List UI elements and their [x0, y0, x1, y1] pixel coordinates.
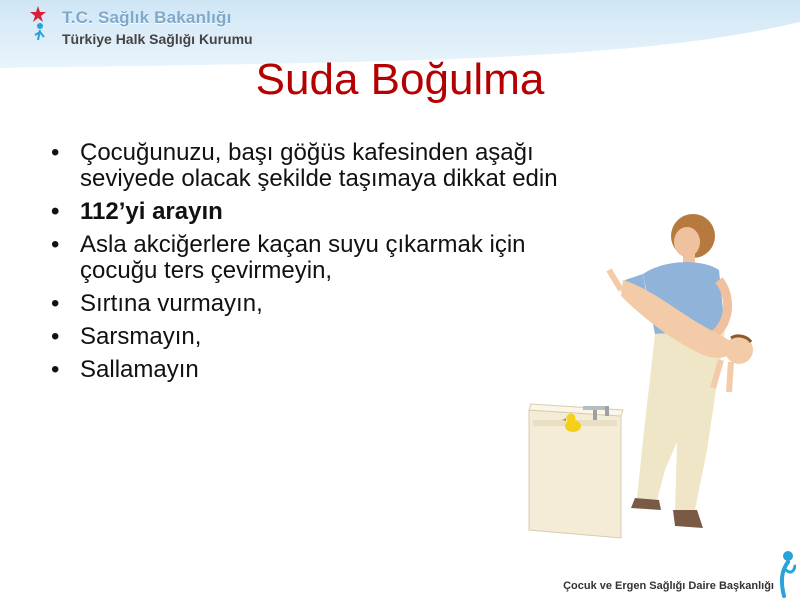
bullet-text: 112’yi arayın	[80, 198, 223, 225]
bullet-text: Sallamayın	[80, 356, 199, 383]
slide-title: Suda Boğulma	[255, 55, 545, 104]
footer-department: Çocuk ve Ergen Sağlığı Daire Başkanlığı	[563, 580, 774, 592]
bullet-item	[48, 291, 578, 317]
bullet-dot: •	[51, 231, 60, 258]
bullet-item	[48, 324, 578, 350]
bullet-dot: •	[51, 323, 60, 350]
child-figure-icon	[774, 548, 796, 598]
bullet-item	[48, 357, 578, 383]
bullet-text: Sırtına vurmayın,	[80, 290, 263, 317]
bullet-text: Sarsmayın,	[80, 323, 202, 350]
bullet-dot: •	[51, 290, 60, 317]
woman-carrying-child-illustration	[525, 210, 795, 545]
woman-figure	[621, 214, 728, 528]
bullet-item	[48, 199, 578, 225]
bullet-dot: •	[51, 198, 60, 225]
org-subtitle: Türkiye Halk Sağlığı Kurumu	[62, 31, 253, 47]
bullet-text: Çocuğunuzu, başı göğüs kafesinden aşağı seviyede olacak şekilde taşımaya dikkat edin	[80, 139, 558, 192]
bullet-item	[48, 232, 578, 284]
bullet-list	[48, 140, 578, 390]
org-title: T.C. Sağlık Bakanlığı	[62, 8, 232, 27]
bullet-dot: •	[51, 139, 60, 166]
bullet-text: Asla akciğerlere kaçan suyu çıkarmak için çocuğu ters çevirmeyin,	[80, 231, 526, 284]
ministry-crescent-logo-icon	[18, 4, 58, 56]
bullet-dot: •	[51, 356, 60, 383]
bullet-item	[48, 140, 578, 192]
bathtub-illustration	[529, 404, 623, 538]
